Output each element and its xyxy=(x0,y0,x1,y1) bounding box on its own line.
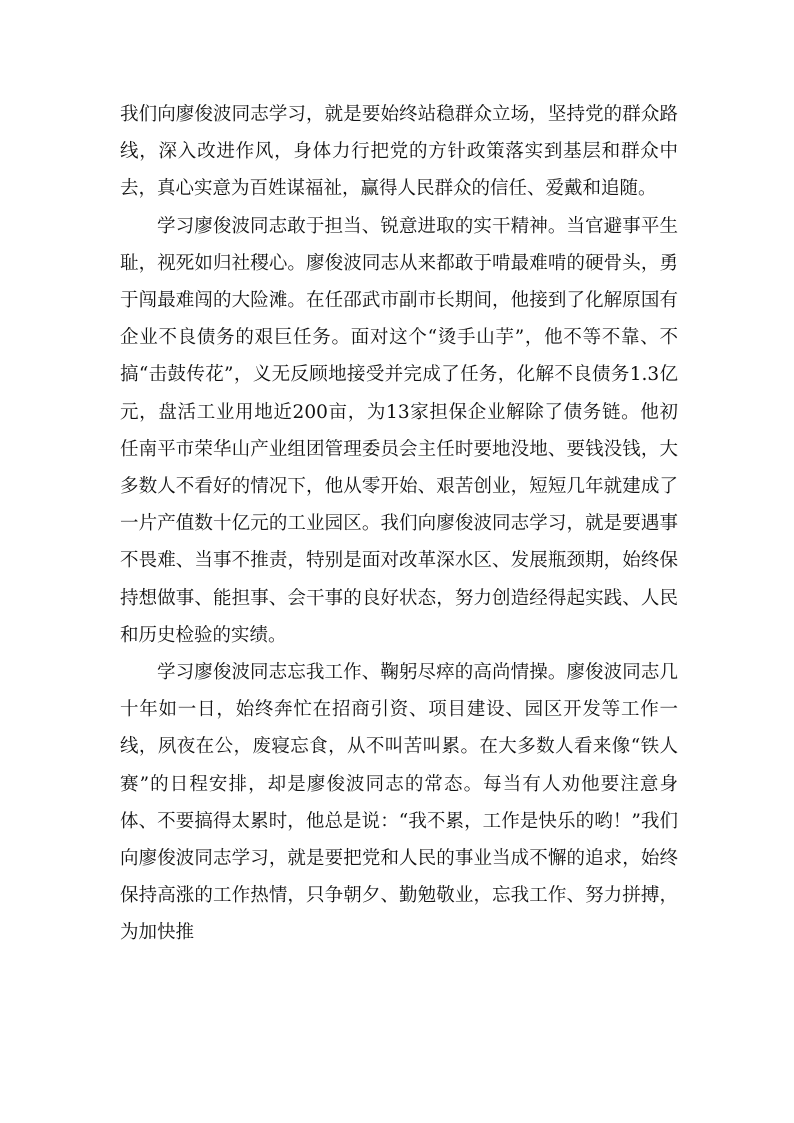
document-body xyxy=(120,96,678,952)
paragraph-1: 我们向廖俊波同志学习，就是要始终站稳群众立场，坚持党的群众路线，深入改进作风，身体力行把党的方针政策落实到基层和群众中去，真心实意为百姓谋福祉，赢得人民群众的信任、爱戴和追随。 xyxy=(120,104,678,200)
paragraph-2: 学习廖俊波同志敢于担当、锐意进取的实干精神。当官避事平生耻，视死如归社稷心。廖俊波同志从来都敢于啃最难啃的硬骨头，勇于闯最难闯的大险滩。在任邵武市副市长期间，他接到了化解原国有企业不良债务的艰巨任务。面对这个“烫手山芋”，他不等不靠、不搞“击鼓传花”，义无反顾地接受并完成了任务，化解不良债务1.3亿元，盘活工业用地近200亩，为13家担保企业解除了债务链。他初任南平市荣华山产业组团管理委员会主任时要地没地、要钱没钱，大多数人不看好的情况下，他从零开始、艰苦创业，短短几年就建成了一片产值数十亿元的工业园区。我们向廖俊波同志学习，就是要遇事不畏难、当事不推责，特别是面对改革深水区、发展瓶颈期，始终保持想做事、能担事、会干事的良好状态，努力创造经得起实践、人民和历史检验的实绩。 xyxy=(120,215,678,646)
paragraph-3: 学习廖俊波同志忘我工作、鞠躬尽瘁的高尚情操。廖俊波同志几十年如一日，始终奔忙在招商引资、项目建设、园区开发等工作一线，夙夜在公，废寝忘食，从不叫苦叫累。在大多数人看来像“铁人赛”的日程安排，却是廖俊波同志的常态。每当有人劝他要注意身体、不要搞得太累时，他总是说：“我不累，工作是快乐的哟！”我们向廖俊波同志学习，就是要把党和人民的事业当成不懈的追求，始终保持高涨的工作热情，只争朝夕、勤勉敬业，忘我工作、努力拼搏，为加快推 xyxy=(120,662,678,944)
